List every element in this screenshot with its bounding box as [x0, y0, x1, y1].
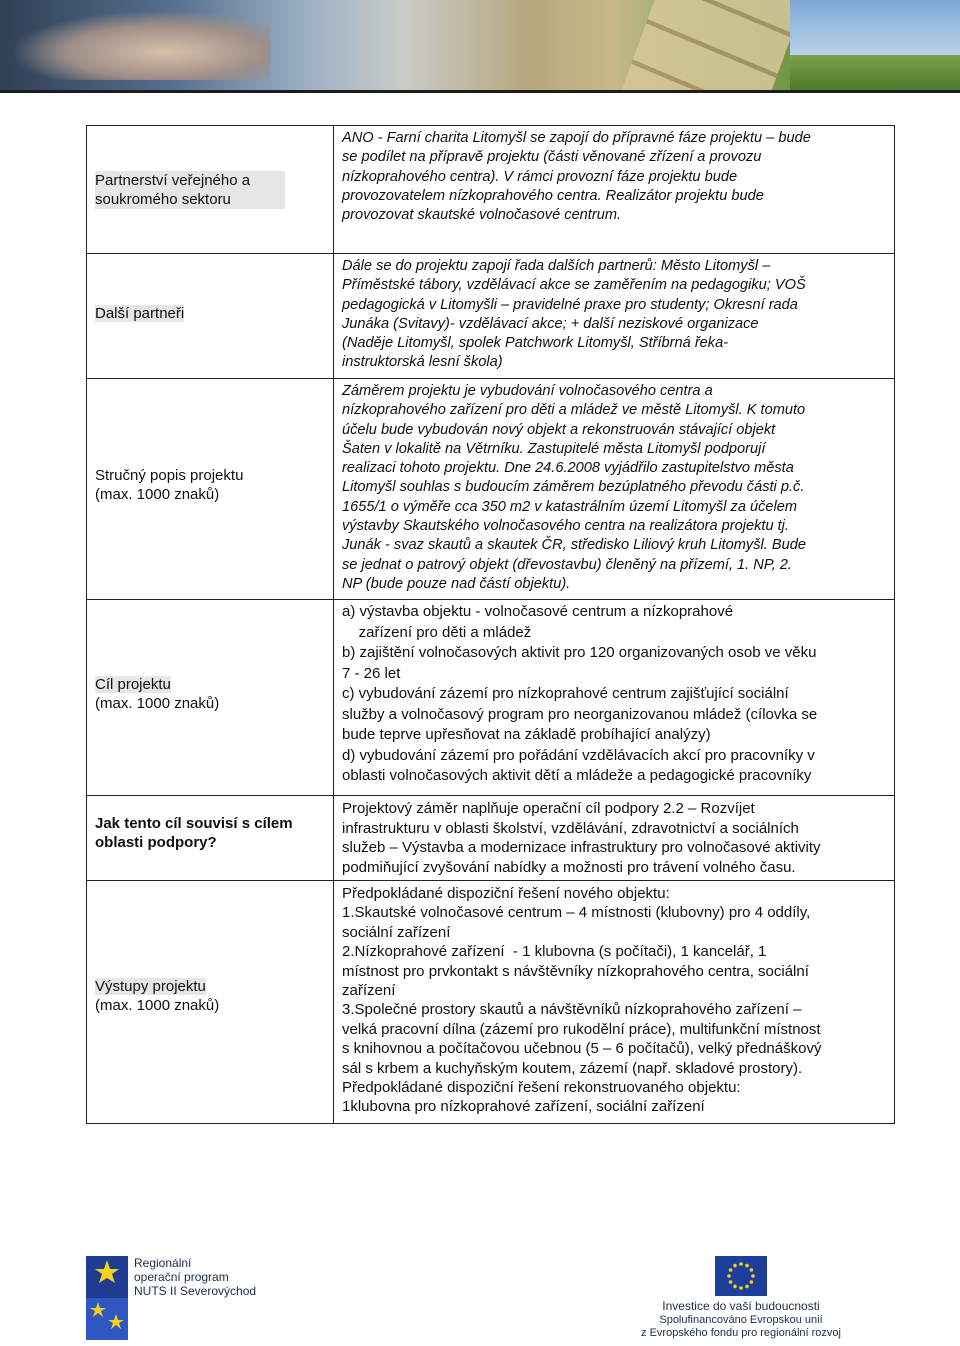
outputs-label — [95, 977, 325, 996]
label-cell — [87, 796, 334, 881]
text-line: Projektový záměr naplňuje operační cíl podpory 2.2 – Rozvíjet — [342, 800, 755, 817]
text-line: nízkoprahového centra). V rámci provozní fáze projektu bude — [342, 168, 738, 185]
label-cell — [87, 254, 334, 379]
text-line: s knihovnou a počítačovou učebnou (5 – 6 počítačů), velký přednáškový — [342, 1040, 822, 1058]
text-line: sociální zařízení — [342, 923, 451, 941]
value-cell — [334, 254, 895, 379]
text-line: d) vybudování zázemí pro pořádání vzdělávacích akcí pro pracovníky v — [342, 746, 815, 764]
text-line: Junák - svaz skautů a skautek ČR, středisko Liliový kruh Litomyšl. Bude — [342, 537, 806, 554]
label-cell — [87, 881, 334, 1124]
rop-logo-text — [134, 1256, 256, 1298]
outputs-label-text: Výstupy projektu — [95, 978, 206, 995]
text-line: 1klubovna pro nízkoprahové zařízení, sociální zařízení — [342, 1098, 705, 1116]
header-rule — [0, 90, 960, 93]
eu-slogan — [641, 1300, 841, 1314]
eu-line: z Evropského fondu pro regionální rozvoj — [641, 1327, 841, 1339]
label-cell — [87, 379, 334, 600]
value-cell — [334, 379, 895, 600]
outputs-limit: (max. 1000 znaků) — [95, 997, 220, 1014]
text-line: místnost pro prvkontakt s návštěvníky nízkoprahového centra, sociální — [342, 962, 809, 980]
rop-line: operační program — [134, 1270, 229, 1284]
text-line: Záměrem projektu je vybudování volnočasového centra a — [342, 383, 713, 399]
project-table — [86, 125, 895, 1124]
eu-line: Spolufinancováno Evropskou unií — [659, 1314, 823, 1326]
eu-logo — [641, 1256, 841, 1342]
text-line: 1.Skautské volnočasové centrum – 4 místnosti (klubovny) pro 4 oddíly, — [342, 904, 811, 922]
relation-label: Jak tento cíl souvisí s cílem — [95, 815, 293, 832]
description-label: Stručný popis projektu — [95, 467, 244, 484]
text-line: zařízení — [342, 982, 396, 1000]
text-line: Dále se do projektu zapojí řada dalších partnerů: Město Litomyšl – — [342, 258, 771, 274]
text-line: pedagogická v Litomyšli – pravidelné praxe pro studenty; Okresní rada — [342, 296, 798, 313]
text-line: provozovatelem nízkoprahového centra. Realizátor projektu bude — [342, 187, 764, 204]
text-line: velká pracovní dílna (zázemí pro rukodělní práce), multifunkční místnost — [342, 1020, 821, 1038]
table-row-outputs — [87, 881, 895, 1124]
text-line: 3.Společné prostory skautů a návštěvníků nízkoprahového zařízení – — [342, 1001, 802, 1019]
value-cell — [334, 881, 895, 1124]
goal-label-text: Cíl projektu — [95, 676, 171, 693]
text-line: provozovat skautské volnočasové centrum. — [342, 207, 622, 224]
rop-logo — [86, 1256, 261, 1340]
text-line: služby a volnočasový program pro neorganizovanou mládež (cílovka se — [342, 705, 818, 723]
table-row-partnership — [87, 126, 895, 254]
text-line: 7 - 26 let — [342, 664, 401, 682]
keyboard-keys-photo — [618, 0, 812, 90]
meadow-photo — [790, 55, 960, 90]
text-line: Předpokládané dispoziční řešení rekonstruovaného objektu: — [342, 1079, 741, 1097]
eu-slogan-text: Investice do vaší budoucnosti — [662, 1299, 820, 1313]
rop-line: NUTS II Severovýchod — [134, 1284, 257, 1298]
goal-limit: (max. 1000 znaků) — [95, 695, 220, 712]
text-line: a) výstavba objektu - volnočasové centrum a nízkoprahové — [342, 603, 734, 620]
text-line: nízkoprahového zařízení pro děti a mládež ve městě Litomyšl. K tomuto — [342, 402, 806, 419]
text-line: NP (bude pouze nad částí objektu). — [342, 575, 571, 592]
rop-line: Regionální — [134, 1256, 192, 1270]
goal-label — [95, 675, 325, 694]
header-photo-banner — [0, 0, 960, 90]
text-line: realizaci tohoto projektu. Dne 24.6.2008 vyjádřilo zastupitelstvo města — [342, 460, 794, 477]
value-cell — [334, 796, 895, 881]
text-line: Šaten v lokalitě na Větrníku. Zastupitelé města Litomyšl podporují — [342, 440, 766, 457]
text-line: podmiňující zvyšování nabídky a možnosti pro trávení volného času. — [342, 858, 796, 876]
text-line: se jednat o patrový objekt (dřevostavbu) členěný na přízemí, 1. NP, 2. — [342, 556, 792, 573]
description-limit: (max. 1000 znaků) — [95, 486, 220, 503]
table-row-partners — [87, 254, 895, 379]
table-row-goal — [87, 600, 895, 796]
text-line: (Naděje Litomyšl, spolek Patchwork Litomyšl, Stříbrná řeka- — [342, 335, 729, 352]
table-row-relation — [87, 796, 895, 881]
text-line: ANO - Farní charita Litomyšl se zapojí do přípravné fáze projektu – bude — [342, 130, 811, 146]
text-line: zařízení pro děti a mládež — [342, 623, 532, 641]
text-line: 2.Nízkoprahové zařízení - 1 klubovna (s počítači), 1 kancelář, 1 — [342, 943, 767, 961]
text-line: Příměstské tábory, vzdělávací akce se zaměřením na pedagogiku; VOŠ — [342, 277, 806, 294]
hand-on-keyboard-photo — [10, 10, 270, 80]
table-row-description — [87, 379, 895, 600]
eu-flag-icon — [715, 1256, 767, 1296]
value-cell — [334, 126, 895, 254]
text-line: Litomyšl souhlas s budoucím záměrem bezúplatného převodu části p.č. — [342, 479, 805, 496]
text-line: c) vybudování zázemí pro nízkoprahové centrum zajišťující sociální — [342, 685, 789, 702]
text-line: se podílet na přípravě projektu (části věnované zřízení a provozu — [342, 149, 762, 166]
text-line: účelu bude vybudován nový objekt a rekonstruován stávající objekt — [342, 421, 776, 438]
text-line: b) zajištění volnočasových aktivit pro 120 organizovaných osob ve věku — [342, 644, 817, 661]
label-cell — [87, 126, 334, 254]
partners-label: Další partneři — [95, 305, 185, 322]
text-line: 1655/1 o výměře cca 350 m2 v katastrálním území Litomyšl za účelem — [342, 498, 798, 515]
text-line: Junáka (Svitavy)- vzdělávací akce; + další neziskové organizace — [342, 315, 759, 332]
text-line: výstavby Skautského volnočasového centra na realizátora projektu tj. — [342, 518, 789, 535]
rop-flag-icon — [86, 1256, 128, 1340]
text-line: infrastrukturu v oblasti školství, vzdělávání, zdravotnictví a sociálních — [342, 819, 799, 837]
partnership-label: Partnerství veřejného a soukromého sektoru — [95, 171, 285, 209]
text-line: bude teprve upřesňovat na základě probíhající analýzy) — [342, 726, 711, 743]
text-line: oblasti volnočasových aktivit dětí a mládeže a pedagogické pracovníky — [342, 767, 812, 784]
sky-photo — [790, 0, 960, 55]
eu-logo-text — [641, 1300, 841, 1340]
relation-label-2: oblasti podpory? — [95, 834, 217, 851]
text-line: sál s krbem a kuchyňským koutem, zázemí (např. skladové prostory). — [342, 1059, 803, 1077]
label-cell — [87, 600, 334, 796]
value-cell — [334, 600, 895, 796]
text-line: služeb – Výstavba a modernizace infrastruktury pro volnočasové aktivity — [342, 839, 821, 856]
text-line: Předpokládané dispoziční řešení nového objektu: — [342, 885, 670, 902]
text-line: instruktorská lesní škola) — [342, 354, 503, 371]
